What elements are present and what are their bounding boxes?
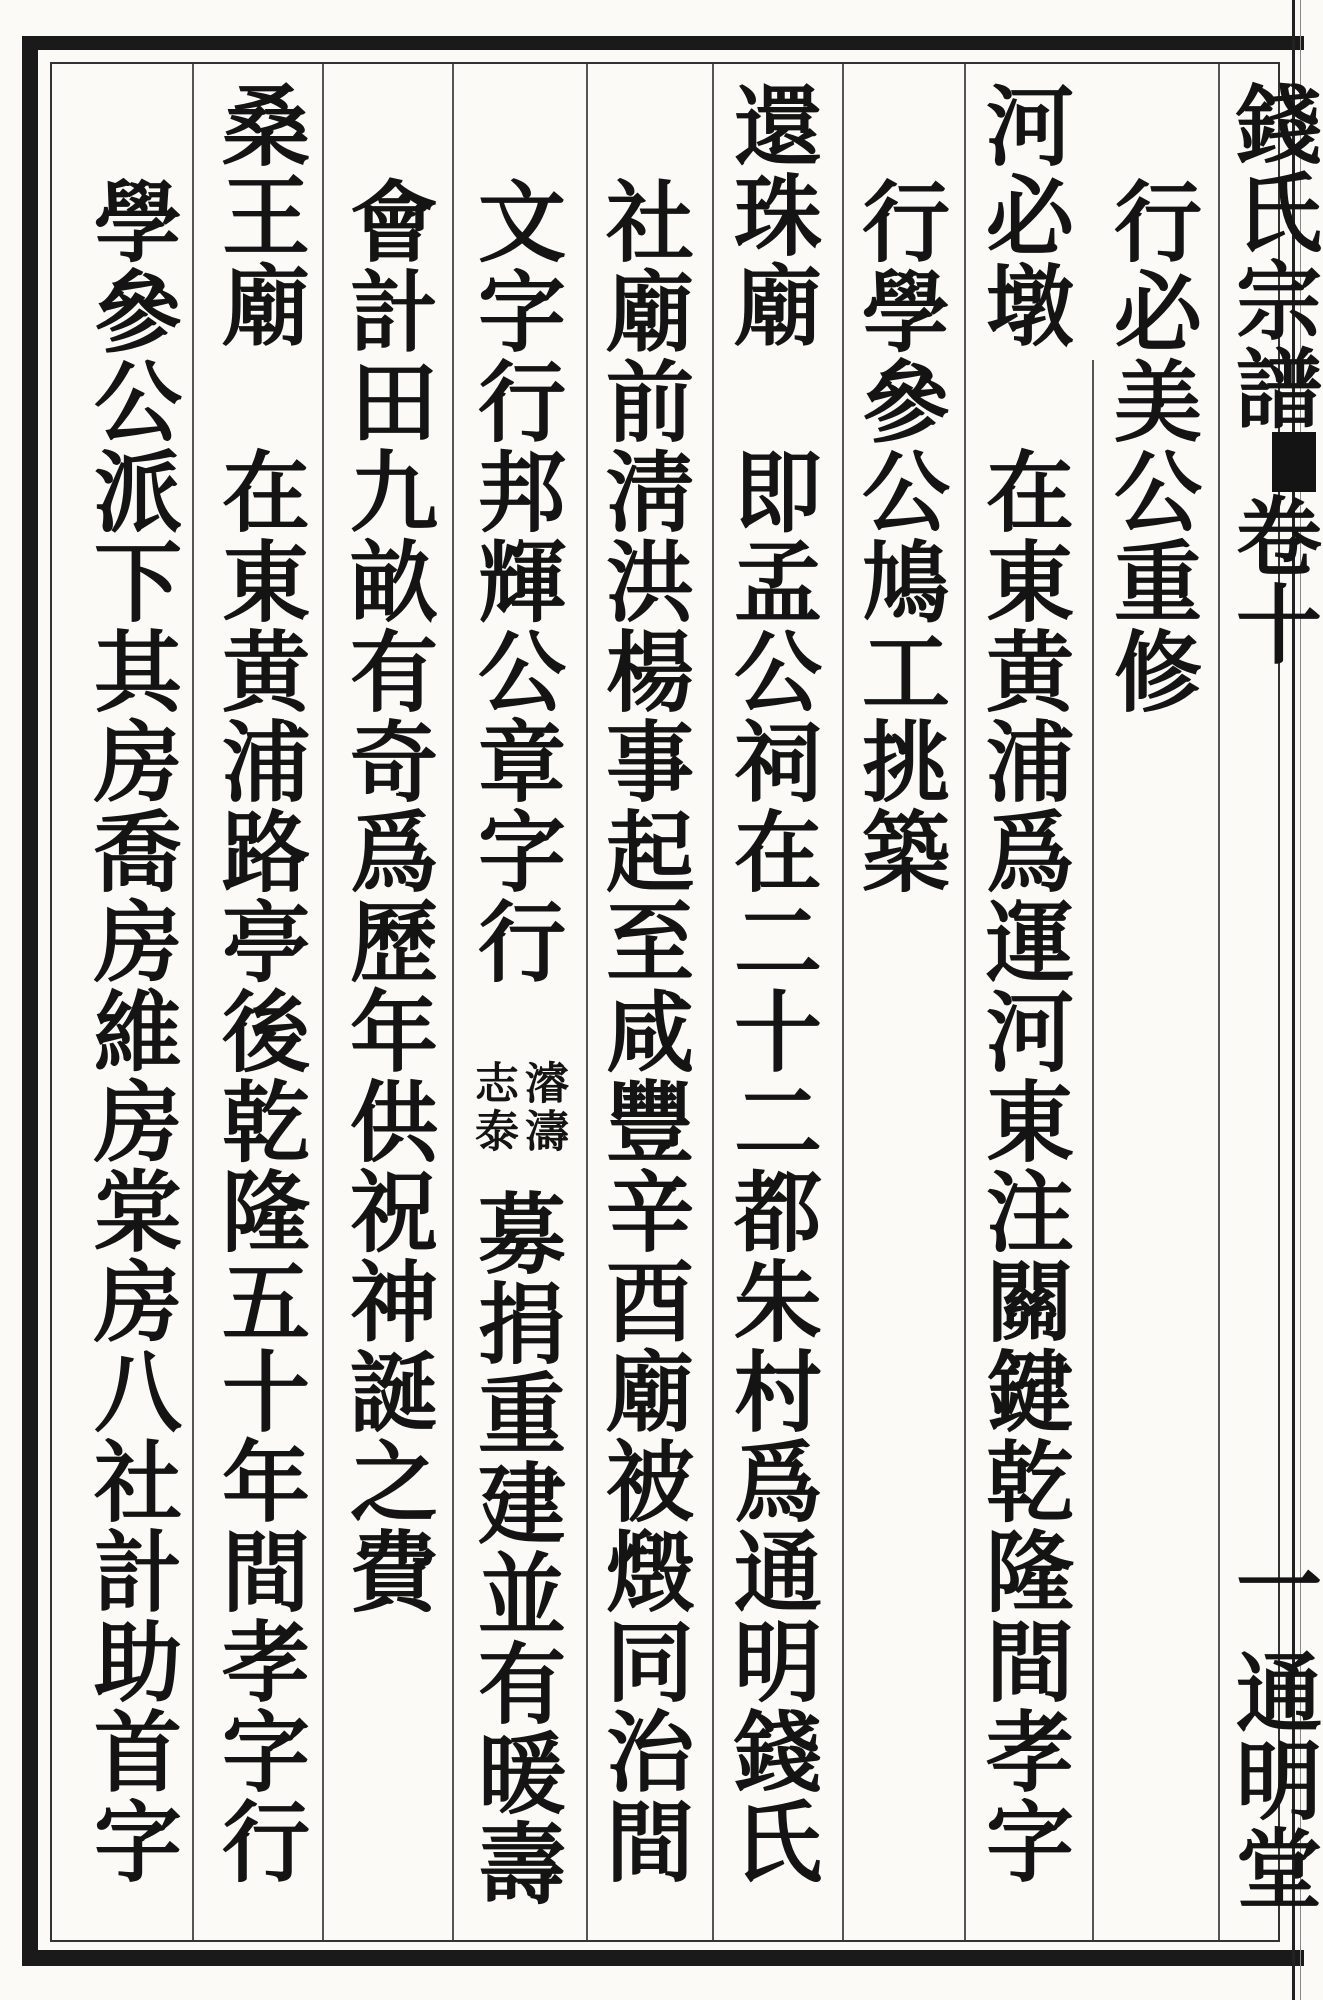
- note-text: 志泰: [467, 1060, 518, 1156]
- column-text: 在東黄浦路亭後乾隆五十年間孝字行: [208, 446, 312, 1886]
- entry-heading: 河必墩: [972, 80, 1076, 350]
- text-column-1: [1100, 176, 1204, 716]
- inline-note-right: [517, 1060, 568, 1156]
- text-column-3: [848, 176, 952, 896]
- column-text: 社廟前淸洪楊事起至咸豐辛酉廟被燬同治間: [592, 176, 696, 1886]
- column-divider: [964, 64, 966, 1940]
- book-title: 錢氏宗譜: [1221, 80, 1322, 432]
- hall-name: 通明堂: [1221, 1648, 1322, 1912]
- column-text: 即孟公祠在二十二都朱村爲通明錢氏: [720, 446, 824, 1886]
- column-divider: [192, 64, 194, 1940]
- column-divider: [586, 64, 588, 1940]
- margin-title-column: [1221, 80, 1322, 700]
- column-text: 學參公派下其房喬房維房棠房八社計助首字: [80, 176, 184, 1886]
- text-column-5: [592, 176, 696, 1886]
- volume-label: 卷十: [1221, 492, 1322, 668]
- frame-left-border: [22, 36, 38, 1966]
- note-text: 濬濤: [517, 1060, 568, 1156]
- text-column-4: [720, 80, 824, 1886]
- text-column-8: [208, 80, 312, 1886]
- frame-top-border: [22, 36, 1304, 50]
- column-text: 募捐重建並有暖壽: [464, 1188, 568, 1908]
- column-text: 在東黄浦爲運河東注關鍵乾隆間孝字: [972, 446, 1076, 1886]
- section-number: 一: [1221, 1540, 1322, 1628]
- frame-bottom-border: [22, 1950, 1304, 1966]
- column-divider: [842, 64, 844, 1940]
- column-text: 行必美公重修: [1100, 176, 1204, 716]
- column-divider: [1218, 64, 1220, 1940]
- column-divider: [452, 64, 454, 1940]
- text-column-2: [972, 80, 1076, 1886]
- text-column-6-upper: [464, 176, 568, 1056]
- entry-heading: 還珠廟: [720, 80, 824, 350]
- column-divider: [322, 64, 324, 1940]
- column-divider: [712, 64, 714, 1940]
- entry-heading: 桑王廟: [208, 80, 312, 350]
- column-text: 行學參公鳩工挑築: [848, 176, 952, 896]
- text-column-6-lower: [464, 1188, 568, 1908]
- text-column-9: [80, 176, 184, 1886]
- fish-tail-mark: [1272, 432, 1316, 492]
- margin-folio-column: [1221, 1540, 1322, 1940]
- column-text: 會計田九畝有奇爲歷年供祝神誕之費: [336, 176, 440, 1616]
- text-column-7: [336, 176, 440, 1616]
- inline-note-left: [467, 1060, 518, 1156]
- column-text: 文字行邦輝公章字行: [464, 176, 568, 986]
- column-divider: [1092, 360, 1094, 1940]
